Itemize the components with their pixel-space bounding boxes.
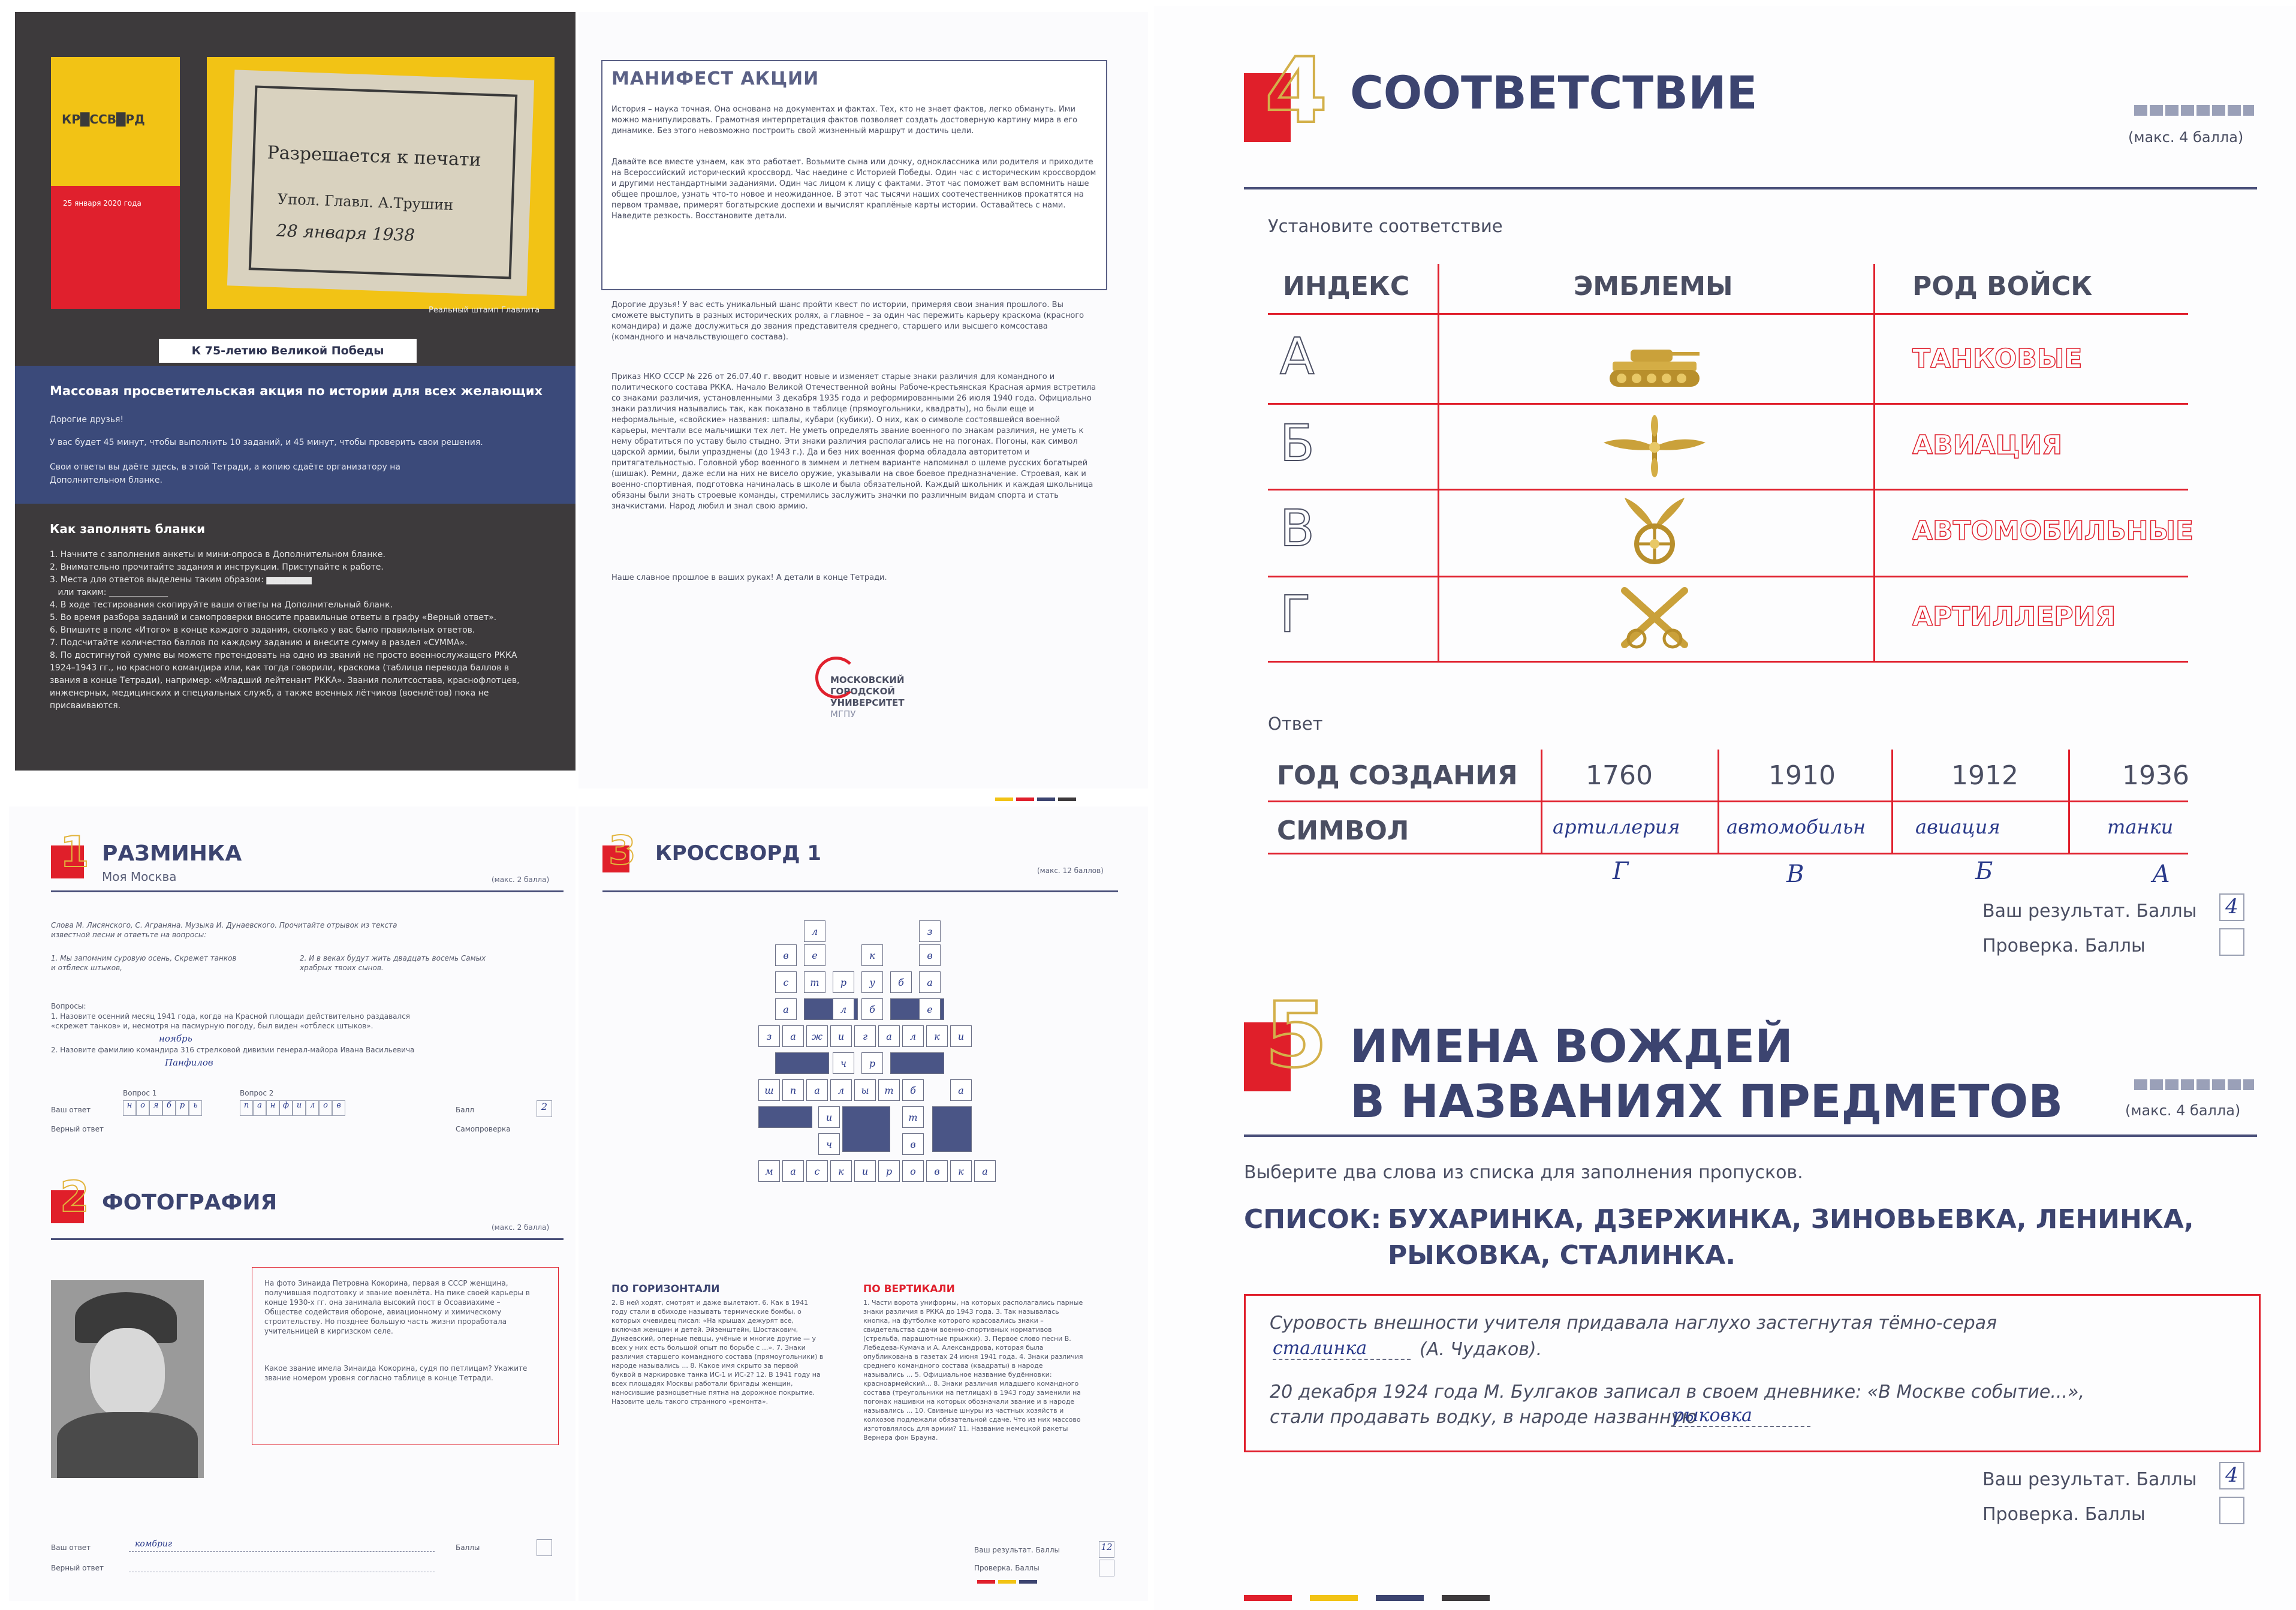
howto-item: 2. Внимательно прочитайте задания и инструкции. Приступайте к работе. [50, 562, 384, 572]
university-name: МОСКОВСКИЙ ГОРОДСКОЙ УНИВЕРСИТЕТ МГПУ [830, 675, 905, 720]
horizontal-clues: 2. В ней ходят, смотрят и даже вылетают. 6. Как в 1941 году стали в обиходе называть термические бомбы, о которых очевидец писал: «На крышах дежурят все, включая женщин и детей. Эйзенштейн, Шостакович, Дунаевский, оперные певцы, учёные и многие другие — у всех у них есть большой опыт по борьбе с ...». 7. Знаки различия старшего командного состава (прямоугольники) в народе назывались ... 8. Какое имя скрыто за первой буквой в маркировке танка ИС-1 и ИС-2? 12. В 1941 году на всех площадях Москвы работали бригады женщин, наносившие разноцветные пятна на дорожное покрытие. Назовите цель такого странного «ремонта». [611, 1299, 824, 1406]
task1-your-answer-label: Ваш ответ [51, 1106, 91, 1114]
page-tasks-4-5 [1154, 6, 2296, 1610]
task5-instruction: Выберите два слова из списка для заполнения пропусков. [1244, 1162, 1803, 1183]
hand-letter-1: Г [1613, 857, 1629, 885]
crossword-cell[interactable]: в [775, 944, 797, 966]
task1-verse-right: 2. И в веках будут жить двадцать восемь Самых храбрых твоих сынов. [300, 954, 486, 972]
crossword-cell[interactable]: т [902, 1106, 924, 1128]
task1-intro: Слова М. Лисянского, С. Аграняна. Музыка И. Дунаевского. Прочитайте отрывок из текста известной песни и ответьте на вопросы: [51, 921, 397, 939]
vertical-clues: 1. Части ворота униформы, на которых располагались парные знаки различия в РККА до 1943 года. 3. Так называлась кнопка, на футболке которого красовались знаки – свидетельства сдачи военно-спортивных нормативов (стрельба, парашютные прыжки). 3. Первое слово песни В. Лебедева-Кумача и А. Александрова, которая была опубликована в газетах 24 июня 1941 года. 4. Знаки различия среднего командного состава (квадраты) в народе назывались ... 5. Официальное название будённовки: красноармейский... 8. Знаки различия младшего командного состава (треугольники на петлицах) в 1943 году заменили на погонах нашивки на которых обозначали звание и в народе назывались ... 10. Свивные шнуры из частных хозяйств и колхозов подлежали обязательной сдаче. Что из них массово изготовлялось для армии? 11. Название немецкой ракеты Вернера фон Брауна. [863, 1299, 1083, 1442]
task2-number: 2 [60, 1172, 89, 1221]
answer-cell[interactable]: о [319, 1100, 332, 1116]
answer-cell[interactable]: р [176, 1100, 189, 1116]
task1-q2: 2. Назовите фамилию командира 316 стрелковой дивизии генерал-майора Ивана Васильевича [51, 1046, 415, 1054]
crossword-grid[interactable] [758, 920, 998, 1190]
howto-item: 7. Подсчитайте количество баллов по каждому заданию и внесите сумму в раздел «СУММА». [50, 638, 468, 648]
task4-score-box[interactable]: 4 [2219, 893, 2244, 921]
task1-q1: 1. Назовите осенний месяц 1941 года, когда на Красной площади действительно раздавался «скрежет танков» и, несмотря на пасмурную погоду, был виден «отблеск штыков». [51, 1012, 411, 1030]
task3-number: 3 [608, 827, 636, 874]
crossword-cell[interactable]: р [861, 1052, 883, 1074]
howto-item: или таким: ______________ [50, 588, 168, 597]
task2-text1: На фото Зинаида Петровна Кокорина, первая в СССР женщина, получившая подготовку и звание военлёта. На пике своей карьеры в конце 1930-х гг. она занимала высокий пост в Осоавиахиме – Обществе содействия обороне, авиационному и химическому строительству. Но позднее большую часть жизни проработала учительницей в киргизском селе. [264, 1279, 530, 1335]
task5-title-line2: В НАЗВАНИЯХ ПРЕДМЕТОВ [1350, 1075, 2063, 1128]
crossword-cell[interactable]: в [902, 1133, 924, 1155]
task1-answer1-cells[interactable] [123, 1100, 202, 1116]
index-b: Б [1280, 414, 1315, 473]
crossword-cell[interactable]: в [926, 1160, 948, 1182]
symbol-answer-1[interactable]: артиллерия [1553, 815, 1680, 838]
banner-p1: Дорогие друзья! [50, 415, 124, 425]
task1-max: (макс. 2 балла) [492, 875, 550, 884]
anniversary-text: К 75-летию Великой Победы [191, 344, 384, 357]
branch-g: АРТИЛЛЕРИЯ [1912, 601, 2116, 632]
task5-number: 5 [1265, 983, 1328, 1088]
crossword-cell[interactable]: а [919, 971, 941, 993]
task4-title: СООТВЕТСТВИЕ [1350, 66, 1758, 119]
crossword-cell[interactable]: а [775, 998, 797, 1020]
answer-cell[interactable]: и [293, 1100, 306, 1116]
branch-a: ТАНКОВЫЕ [1912, 344, 2083, 374]
answer-cell[interactable]: н [123, 1100, 136, 1116]
page-tasks-1-2 [9, 806, 575, 1601]
task1-subtitle: Моя Москва [102, 869, 177, 884]
header-emblems: ЭМБЛЕМЫ [1574, 271, 1733, 302]
task3-max: (макс. 12 баллов) [1037, 866, 1104, 875]
letter-p2: Приказ НКО СССР № 226 от 26.07.40 г. вводит новые и изменяет старые знаки различия для командного и политического состава РККА. Начало Великой Отечественной войны Рабоче-крестьянская Красная армия встретила со знаками различия, установленными 3 декабря 1935 года и реформированными 26 июля 1940 года. Официально знаки различия назывались так, как показано в таблице (прямоугольники, квадраты), но были еще и неформальные, «свойские» названия: шпалы, кубари (кубики). О них, как о символе состоявшейся военной карьеры, мечтали все мальчишки тех лет. Не уметь определять звание военного по знакам различия, не уметь к нему обратиться по уставу было стыдно. Эти знаки различия располагались не на погонах. Погоны, как символ царской армии, были упразднены (до 1943 г.). Да и без них военная форма обладала авторитетом и притягательностью. Головной убор военного в зимнем и летнем варианте напоминал о шлеме русских богатырей (шишак). Ремни, даже если на них не висело оружие, указывали на свое боевое предназначение. Строевая, как и военно-спортивная, подготовка начиналась в школе и была обязательной. Каждый школьник и каждая школьница обязаны были знать строевые команды, стремились заслужить значки по различным видам спорта и стать значкистами. Народ любил и знал свою армию. [611, 372, 1096, 511]
answer-table[interactable] [1268, 750, 2191, 857]
crossword-cell[interactable]: к [861, 944, 883, 966]
crossword-cell[interactable]: е [919, 998, 941, 1020]
crossword-cell[interactable]: р [833, 971, 854, 993]
task1-number: 1 [60, 827, 89, 877]
task3-check: Проверка. Баллы [974, 1564, 1039, 1572]
task2-your-answer-label: Ваш ответ [51, 1543, 91, 1552]
task3-check-box[interactable] [1099, 1560, 1114, 1576]
crossword-cell[interactable]: а [806, 1079, 828, 1101]
howto-item: 1. Начните с заполнения анкеты и мини-опроса в Дополнительном бланке. [50, 550, 385, 559]
task2-text-box [252, 1267, 559, 1445]
crossword-cell[interactable]: п [782, 1079, 804, 1101]
date-text: 25 января 2020 года [63, 199, 141, 207]
symbol-answer-2[interactable]: автомобильн [1726, 815, 1866, 838]
crossword-cell[interactable]: ч [818, 1133, 840, 1155]
branch-v: АВТОМОБИЛЬНЫЕ [1912, 516, 2194, 546]
task1-title: РАЗМИНКА [102, 841, 242, 866]
crossword-cell[interactable]: ы [854, 1079, 876, 1101]
year-3: 1912 [1951, 760, 2018, 791]
year-1: 1760 [1586, 760, 1653, 791]
crossword-cell[interactable]: г [854, 1025, 876, 1047]
task4-instruction: Установите соответствие [1268, 216, 1503, 236]
manifest-p1: История – наука точная. Она основана на документах и фактах. Тех, кто не знает фактов, легко обмануть. Ими можно манипулировать. Грамотная интерпретация фактов позволяет создать достоверную картину мира в его динамике. Без этого невозможно построить свой жизненный маршрут и достичь цели. [611, 105, 1078, 136]
matching-table [1268, 264, 2194, 672]
crossword-cell[interactable]: а [782, 1160, 804, 1182]
crossword-cell[interactable]: к [830, 1160, 852, 1182]
task1-answer2-cells[interactable] [240, 1100, 345, 1116]
crossword-cell[interactable]: и [818, 1106, 840, 1128]
letter-p3: Наше славное прошлое в ваших руках! А детали в конце Тетради. [611, 573, 887, 582]
tank-emblem-icon [1607, 333, 1703, 393]
crossword-cell[interactable]: л [833, 998, 854, 1020]
task5-sentence1-answer[interactable]: сталинка [1273, 1338, 1411, 1360]
banner-p2: У вас будет 45 минут, чтобы выполнить 10 заданий, и 45 минут, чтобы проверить свои решения. [50, 438, 483, 447]
crossword-cell[interactable]: а [950, 1079, 972, 1101]
answer-cell[interactable]: п [240, 1100, 253, 1116]
crossword-cell[interactable]: и [950, 1025, 972, 1047]
task5-list-line2: РЫКОВКА, СТАЛИНКА. [1388, 1240, 1736, 1271]
crossword-cell[interactable]: к [926, 1025, 948, 1047]
task4-number: 4 [1265, 39, 1328, 143]
task5-sentence1-a: Суровость внешности учителя придавала наглухо застегнутая тёмно-серая [1270, 1313, 1997, 1334]
task5-check-box[interactable] [2219, 1497, 2244, 1524]
task1-vq2: Вопрос 2 [240, 1089, 274, 1097]
howto-list [50, 549, 541, 712]
horizontal-title: ПО ГОРИЗОНТАЛИ [611, 1283, 720, 1295]
answer-label: Ответ [1268, 714, 1323, 734]
howto-item: 4. В ходе тестирования скопируйте ваши ответы на Дополнительный бланк. [50, 600, 393, 610]
year-2: 1910 [1768, 760, 1836, 791]
letter-p1: Дорогие друзья! У вас есть уникальный шанс пройти квест по истории, примеряя свои знания прошлого. Вы сможете выступить в разных исторических ролях, а главное – за один час пережить карьеру краскома (красного командира) и даже дослужиться до звания представителя среднего, старшего или высшего комсостава (командного и начальствующего состава). [611, 300, 1084, 342]
task1-vq1: Вопрос 1 [123, 1089, 157, 1097]
task4-progress [2134, 105, 2254, 116]
stamp-caption: Реальный штамп Главлита [429, 306, 540, 315]
header-index: ИНДЕКС [1283, 271, 1410, 302]
answer-cell[interactable]: о [136, 1100, 149, 1116]
crossword-cell[interactable]: с [775, 971, 797, 993]
crossword-cell[interactable]: и [830, 1025, 852, 1047]
header-branch: РОД ВОЙСК [1912, 271, 2093, 302]
index-v: В [1280, 499, 1315, 558]
hand-letter-3: Б [1975, 857, 1993, 885]
crossword-cell[interactable]: е [804, 944, 825, 966]
logo-text: КР█ССВ█РД [62, 112, 145, 127]
page-manifest [578, 12, 1148, 789]
page-intro [15, 12, 575, 771]
crossword-cell[interactable]: м [758, 1160, 780, 1182]
crossword-cell[interactable]: л [902, 1025, 924, 1047]
task4-max: (макс. 4 балла) [2128, 129, 2244, 146]
howto-item: 5. Во время разбора заданий и самопроверки вносите правильные ответы в графу «Верный ответ». [50, 613, 497, 622]
symbol-label: СИМВОЛ [1277, 815, 1409, 846]
crossword-cell[interactable]: а [782, 1025, 804, 1047]
howto-title: Как заполнять бланки [50, 522, 206, 536]
crossword-cell[interactable]: о [902, 1160, 924, 1182]
stamp-line-3: 28 января 1938 [276, 220, 415, 245]
task5-your-result: Ваш результат. Баллы [1982, 1469, 2197, 1490]
task5-check: Проверка. Баллы [1982, 1504, 2146, 1525]
crossword-cell[interactable]: а [878, 1025, 900, 1047]
task2-ball-label: Баллы [456, 1543, 480, 1552]
hand-letter-2: В [1786, 860, 1804, 888]
task3-your-result: Ваш результат. Баллы [974, 1546, 1060, 1554]
year-4: 1936 [2122, 760, 2189, 791]
task5-list-label: СПИСОК: [1244, 1204, 1382, 1235]
portrait-photo [51, 1280, 204, 1478]
answer-cell[interactable]: ь [189, 1100, 202, 1116]
crossword-cell[interactable]: б [890, 971, 912, 993]
banner-p3: Свои ответы вы даёте здесь, в этой Тетради, а копию сдаёте организатору на Дополнительном бланке. [50, 462, 400, 485]
symbol-answer-3[interactable]: авиация [1915, 815, 2000, 838]
howto-item: 6. Впишите в поле «Итого» в конце каждого задания, сколько у вас было правильных ответов. [50, 625, 475, 635]
index-g: Г [1280, 585, 1311, 643]
task1-score-box[interactable]: 2 [537, 1100, 552, 1117]
task1-correct-label: Верный ответ [51, 1125, 104, 1133]
crossword-cell[interactable]: л [804, 920, 825, 942]
task5-max: (макс. 4 балла) [2125, 1102, 2241, 1119]
crossword-cell[interactable]: т [804, 971, 825, 993]
crossword-cell[interactable]: л [830, 1079, 852, 1101]
task4-your-result: Ваш результат. Баллы [1982, 901, 2197, 922]
automobile-emblem-icon [1616, 495, 1694, 573]
banner-title: Массовая просветительская акция по истории для всех желающих [50, 384, 543, 398]
answer-cell[interactable]: в [332, 1100, 345, 1116]
manifest-box [601, 60, 1107, 290]
manifest-title: МАНИФЕСТ АКЦИИ [611, 68, 819, 89]
task4-check-box[interactable] [2219, 928, 2244, 956]
task2-text2: Какое звание имела Зинаида Кокорина, судя по петлицам? Укажите звание номером уровня согласно таблице в конце Тетради. [264, 1364, 528, 1382]
task5-list-line1: БУХАРИНКА, ДЗЕРЖИНКА, ЗИНОВЬЕВКА, ЛЕНИНКА, [1388, 1204, 2194, 1235]
howto-panel [15, 504, 575, 771]
crossword-cell[interactable]: з [919, 920, 941, 942]
answer-cell[interactable]: я [149, 1100, 162, 1116]
crossword-cell[interactable]: ч [833, 1052, 854, 1074]
manifest-p2: Давайте все вместе узнаем, как это работает. Возьмите сына или дочку, одноклассника или родителя и приходите на Всероссийский исторический кроссворд. Час наедине с Историей Победы. Один час с историческим кроссвордом и другими нестандартными заданиями. Один час лицом к лицу с фактами. Этот час поможет вам вспомнить наше общее прошлое, узнать что-то новое и неожиданное. В этот час тысячи наших соотечественников прокатятся на первом трамвае, примерят богатырские доспехи и вычислят краплёные карты истории. Оставайтесь с нами. Наведите резкость. Восстановите детали. [611, 158, 1096, 221]
task1-verse-left: 1. Мы запомним суровую осень, Скрежет танков и отблеск штыков, [51, 954, 237, 972]
crossword-cell[interactable]: к [950, 1160, 972, 1182]
stamp-line-1: Разрешается к печати [266, 142, 482, 171]
artillery-emblem-icon [1616, 585, 1694, 654]
crossword-cell[interactable]: з [758, 1025, 780, 1047]
index-a: А [1280, 327, 1315, 386]
answer-cell[interactable]: н [266, 1100, 279, 1116]
crossword-cell[interactable]: в [919, 944, 941, 966]
crossword-cell[interactable]: с [806, 1160, 828, 1182]
crossword-cell[interactable]: р [878, 1160, 900, 1182]
task5-sentence2-b: стали продавать водку, в народе названную [1270, 1407, 1697, 1428]
crossword-cell[interactable]: ж [806, 1025, 828, 1047]
task2-handwriting: комбриг [135, 1539, 172, 1549]
task3-title: КРОССВОРД 1 [655, 841, 822, 865]
howto-item: 8. По достигнутой сумме вы можете претендовать на одно из званий не просто военнослужащего РККА 1924–1943 гг., но красного командира или, как тогда говорили, краскома (таблица перевода баллов в звания в конце Тетради), например: «Младший лейтенант РККА». Звания политсостава, краснофлотцев, инженерных, медицинских и специальных служб, а также военных лётчиков (военлётов) пока не присваиваются. [50, 651, 520, 711]
answer-cell[interactable]: л [306, 1100, 319, 1116]
symbol-answer-4[interactable]: танки [2107, 815, 2174, 838]
page-crossword [578, 806, 1148, 1601]
task5-progress [2134, 1079, 2254, 1090]
crossword-cell[interactable]: б [902, 1079, 924, 1101]
task5-text-box [1244, 1294, 2261, 1452]
stamp-frame [249, 85, 517, 279]
stamp-photo [207, 57, 555, 309]
task4-check: Проверка. Баллы [1982, 935, 2146, 956]
year-label: ГОД СОЗДАНИЯ [1277, 760, 1518, 791]
branch-b: АВИАЦИЯ [1912, 430, 2062, 461]
anniversary-tab [159, 339, 417, 363]
task2-correct-label: Верный ответ [51, 1564, 104, 1572]
task2-title: ФОТОГРАФИЯ [102, 1190, 278, 1215]
crossword-cell[interactable]: ш [758, 1079, 780, 1101]
task3-score-box[interactable]: 12 [1099, 1541, 1114, 1558]
crossword-cell[interactable]: т [878, 1079, 900, 1101]
task2-score-box[interactable] [537, 1539, 552, 1556]
crossword-cell[interactable]: у [861, 971, 883, 993]
crossword-cell[interactable]: и [854, 1160, 876, 1182]
task2-answer-line[interactable] [129, 1551, 435, 1552]
answer-cell[interactable]: а [253, 1100, 266, 1116]
task2-max: (макс. 2 балла) [492, 1223, 550, 1232]
task5-score-box[interactable]: 4 [2219, 1462, 2244, 1489]
aviation-emblem-icon [1601, 414, 1709, 480]
task5-sentence2-a: 20 декабря 1924 года М. Булгаков записал в своем дневнике: «В Москве событие...», [1270, 1382, 2085, 1403]
crossword-cell[interactable]: а [974, 1160, 996, 1182]
vertical-title: ПО ВЕРТИКАЛИ [863, 1283, 955, 1295]
stamp-line-2: Упол. Главл. А.Трушин [277, 190, 454, 214]
banner [15, 366, 575, 504]
answer-cell[interactable]: ф [279, 1100, 293, 1116]
logo-block [51, 57, 180, 186]
task1-q1-handwriting: ноябрь [159, 1033, 192, 1044]
date-block [51, 186, 180, 309]
howto-item: 3. Места для ответов выделены таким образом: ▆▆▆▆▆▆▆ [50, 575, 312, 585]
hand-letter-4: А [2152, 860, 2171, 888]
task1-q2-handwriting: Панфилов [165, 1057, 213, 1068]
task1-questions-label: Вопросы: [51, 1002, 86, 1010]
task5-sentence1-b: (А. Чудаков). [1420, 1339, 1542, 1360]
task5-sentence2-answer[interactable]: рыковка [1673, 1405, 1810, 1427]
task1-ball-label: Балл [456, 1106, 474, 1114]
crossword-cell[interactable]: б [861, 998, 883, 1020]
task1-selfcheck-label: Самопроверка [456, 1125, 511, 1133]
task5-title-line1: ИМЕНА ВОЖДЕЙ [1350, 1019, 1793, 1073]
answer-cell[interactable]: б [162, 1100, 176, 1116]
